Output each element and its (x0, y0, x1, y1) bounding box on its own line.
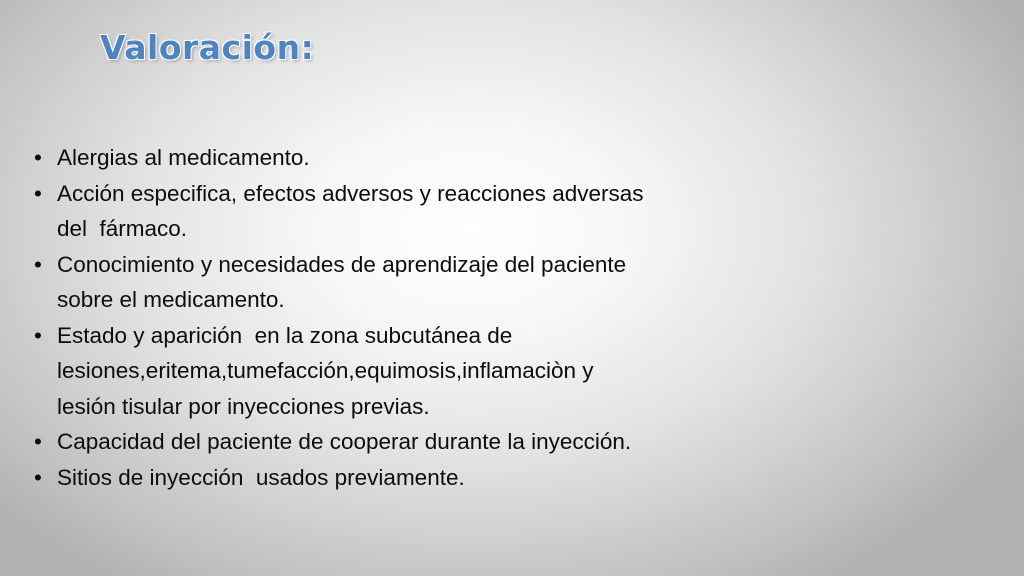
bullet-list (31, 140, 771, 495)
bullet-text-line: Acción especifica, efectos adversos y reacciones adversas (57, 180, 644, 206)
bullet-dot-icon: • (34, 429, 42, 454)
bullet-text-line: lesión tisular por inyecciones previas. (57, 393, 430, 419)
bullet-text-line: Capacidad del paciente de cooperar durante la inyección. (57, 429, 632, 454)
bullet-dot-icon: • (34, 145, 42, 170)
bullet-text-line: Conocimiento y necesidades de aprendizaje del paciente (57, 251, 627, 277)
bullet-item (31, 318, 771, 425)
bullet-item (31, 176, 771, 247)
bullet-dot-icon: • (34, 322, 42, 348)
bullet-text-line: Alergias al medicamento. (57, 145, 310, 170)
bullet-dot-icon: • (34, 251, 42, 277)
bullet-item (31, 424, 771, 460)
bullet-text-line: Estado y aparición en la zona subcutánea de (57, 322, 513, 348)
bullet-text-line: sobre el medicamento. (57, 287, 285, 312)
bullet-item (31, 247, 771, 318)
bullet-item (31, 460, 771, 496)
bullet-dot-icon: • (34, 180, 42, 206)
bullet-text-line: Sitios de inyección usados previamente. (57, 464, 465, 490)
bullet-text-line: lesiones,eritema,tumefacción,equimosis,inflamaciòn y (57, 358, 594, 383)
slide-title: Valoración: (100, 28, 315, 67)
bullet-item (31, 140, 771, 176)
bullet-text-line: del fármaco. (57, 216, 188, 241)
bullet-dot-icon: • (34, 464, 42, 490)
